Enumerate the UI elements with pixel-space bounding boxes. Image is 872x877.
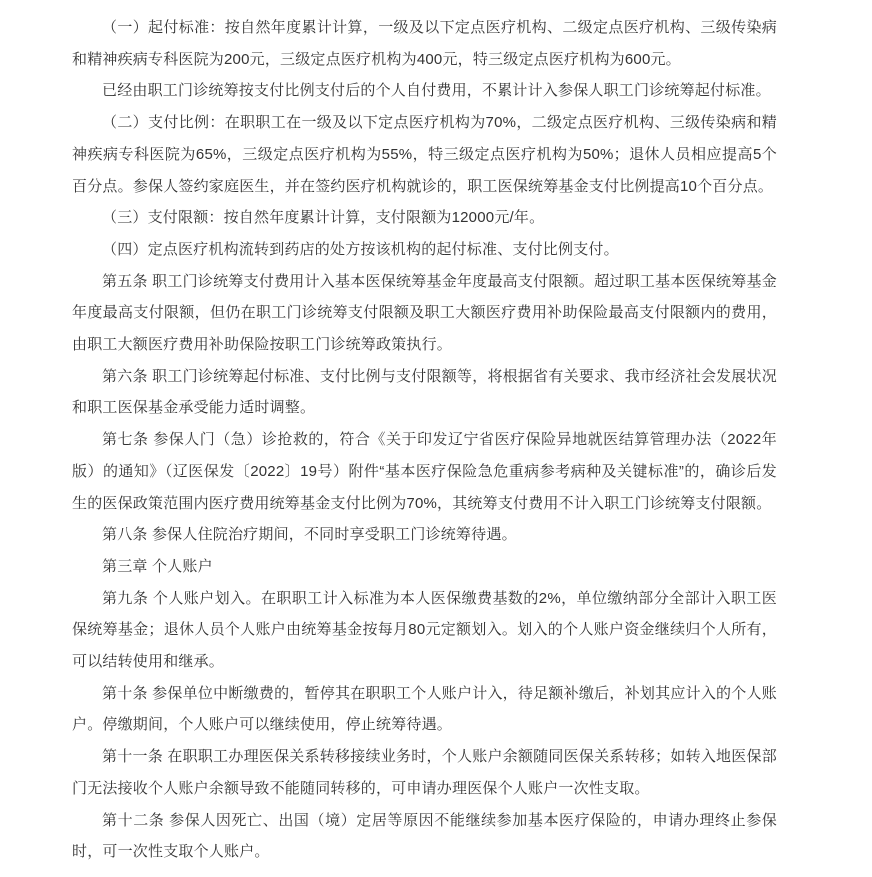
paragraph-clause-9: 第九条 个人账户划入。在职职工计入标准为本人医保缴费基数的2%，单位缴纳部分全部计入职工医保统筹基金；退休人员个人账户由统筹基金按每月80元定额划入。划入的个人账户资金继续归个人所有，可以结转使用和继承。 [72, 589, 777, 671]
paragraph-item-1-deductible: （一）起付标准：按自然年度累计计算，一级及以下定点医疗机构、二级定点医疗机构、三级传染病和精神疾病专科医院为200元，三级定点医疗机构为400元，特三级定点医疗机构为600元。 [72, 19, 777, 68]
paragraph-clause-6: 第六条 职工门诊统筹起付标准、支付比例与支付限额等，将根据省有关要求、我市经济社会发展状况和职工医保基金承受能力适时调整。 [72, 367, 777, 417]
paragraph-clause-10: 第十条 参保单位中断缴费的，暂停其在职职工个人账户计入，待足额补缴后，补划其应计入的个人账户。停缴期间，个人账户可以继续使用，停止统筹待遇。 [72, 684, 777, 734]
paragraph-clause-5: 第五条 职工门诊统筹支付费用计入基本医保统筹基金年度最高支付限额。超过职工基本医保统筹基金年度最高支付限额，但仍在职工门诊统筹支付限额及职工大额医疗费用补助保险最高支付限额内的费用，由职工大额医疗费用补助保险按职工门诊统筹政策执行。 [72, 272, 777, 354]
paragraph-item-4-pharmacy: （四）定点医疗机构流转到药店的处方按该机构的起付标准、支付比例支付。 [102, 240, 619, 258]
paragraph-item-3-payment-limit: （三）支付限额：按自然年度累计计算，支付限额为12000元/年。 [102, 209, 545, 227]
paragraph-clause-8: 第八条 参保人住院治疗期间，不同时享受职工门诊统筹待遇。 [102, 526, 517, 544]
paragraph-item-2-payment-ratio: （二）支付比例：在职职工在一级及以下定点医疗机构为70%，二级定点医疗机构、三级传染病和精神疾病专科医院为65%，三级定点医疗机构为55%，特三级定点医疗机构为50%；退休人员相应提高5个百分点。参保人签约家庭医生，并在签约医疗机构就诊的，职工医保统筹基金支付比例提高10个百分点。 [72, 114, 777, 195]
paragraph-clause-7: 第七条 参保人门（急）诊抢救的，符合《关于印发辽宁省医疗保险异地就医结算管理办法（2022年版）的通知》（辽医保发〔2022〕19号）附件“基本医疗保险急危重病参考病种及关键标准”的，确诊后发生的医保政策范围内医疗费用统筹基金支付比例为70%，其统筹支付费用不计入职工门诊统筹支付限额。 [72, 431, 777, 512]
paragraph-clause-11: 第十一条 在职职工办理医保关系转移接续业务时，个人账户余额随同医保关系转移；如转入地医保部门无法接收个人账户余额导致不能随同转移的，可申请办理医保个人账户一次性支取。 [72, 748, 777, 797]
paragraph-deductible-note: 已经由职工门诊统筹按支付比例支付后的个人自付费用，不累计计入参保人职工门诊统筹起付标准。 [102, 82, 771, 100]
chapter-3-heading: 第三章 个人账户 [102, 557, 213, 575]
paragraph-clause-12: 第十二条 参保人因死亡、出国（境）定居等原因不能继续参加基本医疗保险的，申请办理终止参保时，可一次性支取个人账户。 [72, 811, 777, 861]
